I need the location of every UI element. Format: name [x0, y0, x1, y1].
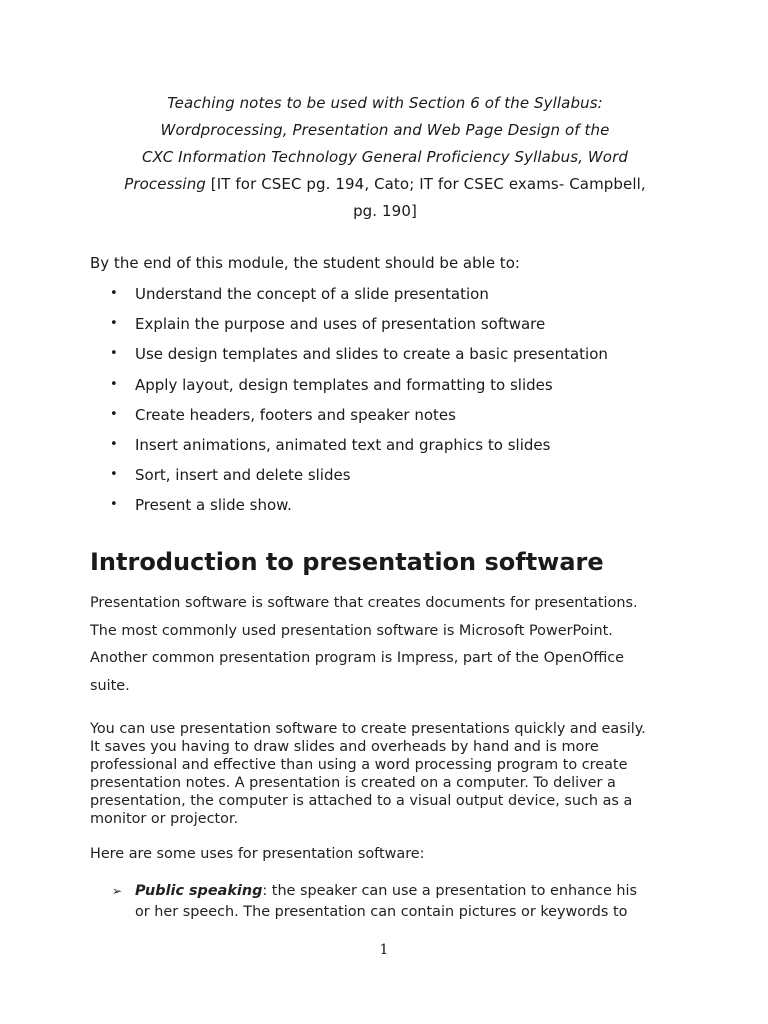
bullet-icon: • — [110, 346, 118, 362]
header-line: Teaching notes to be used with Section 6 of the Syllabus: — [167, 94, 603, 112]
paragraph-line: monitor or projector. — [90, 811, 239, 827]
bullet-icon: • — [110, 376, 118, 392]
section-heading: Introduction to presentation software — [90, 548, 604, 576]
uses-paragraph — [90, 720, 690, 828]
list-item — [110, 433, 608, 463]
use-description-continued: or her speech. The presentation can contain pictures or keywords to — [135, 904, 628, 920]
header-line: Wordprocessing, Presentation and Web Page Design of the — [160, 121, 610, 139]
header-reference: [IT for CSEC pg. 194, Cato; IT for CSEC exams- Campbell, — [205, 175, 646, 193]
objective-text: Present a slide show. — [135, 496, 292, 515]
list-item — [110, 342, 608, 372]
paragraph-line: The most commonly used presentation software is Microsoft PowerPoint. — [90, 622, 613, 639]
objective-text: Explain the purpose and uses of presentation software — [135, 315, 546, 334]
uses-list — [112, 881, 672, 923]
use-description: : the speaker can use a presentation to enhance his — [262, 883, 637, 899]
objectives-intro: By the end of this module, the student should be able to: — [90, 254, 520, 272]
objective-text: Use design templates and slides to create a basic presentation — [135, 345, 608, 364]
paragraph-line: You can use presentation software to create presentations quickly and easily. — [90, 721, 646, 737]
list-item — [110, 403, 608, 433]
bullet-icon: • — [110, 467, 118, 483]
use-text — [135, 881, 637, 923]
header-line: CXC Information Technology General Proficiency Syllabus, Word — [142, 148, 628, 166]
bullet-icon: • — [110, 406, 118, 422]
page-number: 1 — [379, 942, 389, 958]
header-line: pg. 190] — [353, 202, 417, 220]
objective-text: Create headers, footers and speaker notes — [135, 405, 456, 424]
paragraph-line: Presentation software is software that creates documents for presentations. — [90, 595, 638, 611]
paragraph-line: suite. — [90, 677, 130, 694]
paragraph-line: It saves you having to draw slides and overheads by hand and is more — [90, 739, 599, 755]
list-item — [110, 493, 608, 523]
objective-text: Insert animations, animated text and graphics to slides — [135, 435, 551, 454]
list-item — [110, 312, 608, 342]
bullet-icon: • — [110, 497, 118, 513]
objective-text: Sort, insert and delete slides — [135, 466, 351, 485]
list-item — [110, 463, 608, 493]
list-item — [110, 282, 608, 312]
intro-paragraph — [90, 590, 690, 700]
paragraph-line: presentation notes. A presentation is created on a computer. To deliver a — [90, 775, 616, 791]
list-item — [110, 373, 608, 403]
document-header — [90, 90, 680, 225]
use-term: Public speaking — [135, 883, 263, 899]
list-item — [112, 881, 672, 923]
uses-intro: Here are some uses for presentation software: — [90, 846, 425, 862]
objectives-list — [110, 282, 608, 524]
objective-text: Apply layout, design templates and formatting to slides — [135, 375, 553, 394]
paragraph-line: presentation, the computer is attached to a visual output device, such as a — [90, 793, 633, 809]
paragraph-line: professional and effective than using a word processing program to create — [90, 757, 628, 773]
header-italic-term: Processing — [124, 175, 206, 193]
bullet-icon: • — [110, 286, 118, 301]
header-line — [90, 171, 680, 198]
paragraph-line: Another common presentation program is Impress, part of the OpenOffice — [90, 650, 625, 666]
objective-text: Understand the concept of a slide presentation — [135, 285, 489, 303]
arrow-bullet-icon: ➢ — [112, 884, 123, 898]
bullet-icon: • — [110, 316, 118, 332]
bullet-icon: • — [110, 436, 118, 452]
